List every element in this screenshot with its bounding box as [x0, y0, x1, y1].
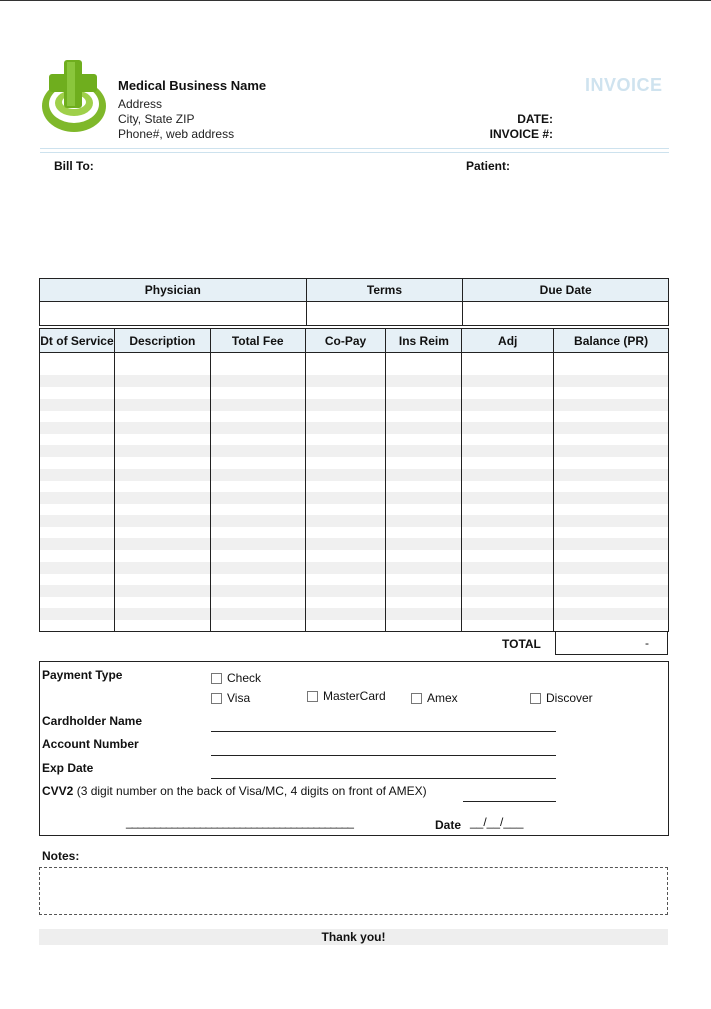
business-phone: Phone#, web address	[118, 127, 235, 141]
checkbox-icon[interactable]	[307, 691, 318, 702]
checkbox-icon[interactable]	[211, 673, 222, 684]
sign-date-blank[interactable]: __/__/___	[470, 815, 524, 829]
header-divider	[40, 148, 669, 149]
option-visa-label: Visa	[227, 691, 251, 705]
physician-cell[interactable]	[40, 302, 307, 326]
option-discover-label: Discover	[546, 691, 593, 705]
sign-date-label: Date	[435, 818, 462, 832]
medical-cross-logo-icon	[40, 58, 108, 136]
business-city: City, State ZIP	[118, 112, 195, 126]
bill-to-label: Bill To:	[54, 159, 94, 173]
cvv-label: CVV2	[42, 784, 74, 798]
thank-you-banner: Thank you!	[39, 929, 668, 945]
date-label: DATE:	[517, 112, 553, 126]
checkbox-icon[interactable]	[530, 693, 541, 704]
header-divider-2	[40, 152, 669, 153]
cvv-field[interactable]	[463, 801, 556, 802]
total-value: -	[645, 636, 649, 650]
option-check[interactable]	[211, 671, 261, 685]
cardholder-label: Cardholder Name	[42, 714, 143, 728]
option-visa[interactable]	[211, 691, 250, 705]
option-discover[interactable]	[530, 691, 593, 705]
items-body-col[interactable]	[114, 353, 210, 632]
items-body-col[interactable]	[210, 353, 305, 632]
option-amex[interactable]	[411, 691, 458, 705]
col-total-fee: Total Fee	[210, 329, 305, 353]
terms-header: Terms	[306, 279, 463, 302]
items-body-col[interactable]	[462, 353, 554, 632]
total-cell	[555, 632, 668, 655]
col-ins-reim: Ins Reim	[386, 329, 462, 353]
col-adj: Adj	[462, 329, 554, 353]
cvv-row	[42, 784, 427, 798]
notes-label: Notes:	[42, 849, 80, 863]
items-body-col[interactable]	[386, 353, 462, 632]
cvv-note: (3 digit number on the back of Visa/MC, 4 digits on front of AMEX)	[76, 784, 427, 798]
option-check-label: Check	[227, 671, 262, 685]
col-balance: Balance (PR)	[554, 329, 669, 353]
account-number-label: Account Number	[42, 737, 139, 751]
total-label: TOTAL	[502, 637, 541, 651]
account-number-field[interactable]	[211, 755, 556, 756]
terms-table	[39, 278, 669, 326]
items-body-col[interactable]	[40, 353, 115, 632]
top-border	[0, 0, 711, 1]
terms-cell[interactable]	[306, 302, 463, 326]
col-dt-of-service: Dt of Service	[40, 329, 115, 353]
checkbox-icon[interactable]	[411, 693, 422, 704]
business-name: Medical Business Name	[118, 78, 267, 93]
exp-date-label: Exp Date	[42, 761, 94, 775]
option-mastercard[interactable]	[307, 689, 386, 703]
invoice-number-label: INVOICE #:	[489, 127, 553, 141]
col-co-pay: Co-Pay	[305, 329, 386, 353]
option-amex-label: Amex	[427, 691, 458, 705]
option-mastercard-label: MasterCard	[323, 689, 386, 703]
items-body-col[interactable]	[305, 353, 386, 632]
signature-line[interactable]: ________________________________________	[126, 815, 353, 829]
exp-date-field[interactable]	[211, 778, 556, 779]
payment-type-label: Payment Type	[42, 668, 123, 682]
business-address: Address	[118, 97, 163, 111]
cardholder-field[interactable]	[211, 731, 556, 732]
due-date-header: Due Date	[463, 279, 669, 302]
items-table	[39, 328, 669, 632]
due-date-cell[interactable]	[463, 302, 669, 326]
col-description: Description	[114, 329, 210, 353]
patient-label: Patient:	[466, 159, 511, 173]
notes-box[interactable]	[39, 867, 668, 915]
checkbox-icon[interactable]	[211, 693, 222, 704]
items-body-col[interactable]	[554, 353, 669, 632]
physician-header: Physician	[40, 279, 307, 302]
invoice-title: INVOICE	[585, 75, 663, 95]
